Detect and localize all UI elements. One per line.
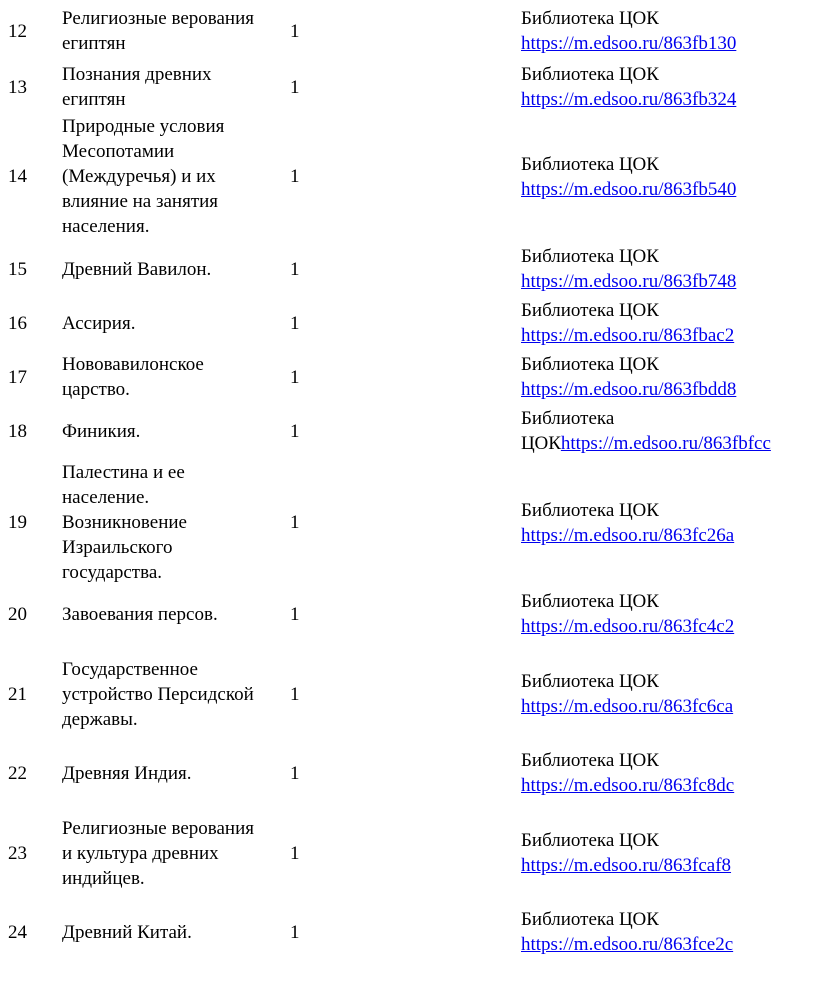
resource-link[interactable]: https://m.edsoo.ru/863fbfcc — [560, 433, 771, 454]
lesson-hours: 1 — [290, 683, 300, 705]
table-row — [0, 297, 816, 349]
library-label: Библиотека ЦОК — [521, 153, 659, 175]
table-row — [0, 61, 816, 113]
lesson-topic: Древняя Индия. — [62, 762, 192, 784]
resource-cell — [521, 114, 816, 239]
lesson-number: 23 — [8, 842, 27, 864]
resource-cell — [521, 906, 816, 958]
resource-cell — [521, 405, 816, 457]
lesson-topic: Нововавилонское царство. — [62, 354, 204, 400]
resource-link[interactable]: https://m.edsoo.ru/863fcaf8 — [521, 855, 732, 876]
table-row — [0, 802, 816, 904]
resource-link[interactable]: https://m.edsoo.ru/863fbac2 — [521, 325, 735, 346]
library-label: Библиотека — [521, 408, 615, 429]
resource-cell — [521, 802, 816, 904]
lesson-hours: 1 — [290, 312, 300, 334]
library-label: Библиотека ЦОК — [521, 591, 659, 612]
lesson-number: 20 — [8, 603, 27, 625]
table-row — [0, 643, 816, 745]
resource-cell — [521, 5, 816, 57]
lesson-topic: Познания древних египтян — [62, 64, 212, 110]
lesson-hours: 1 — [290, 921, 300, 943]
lesson-hours: 1 — [290, 366, 300, 388]
lesson-number: 17 — [8, 366, 27, 388]
lesson-number: 22 — [8, 762, 27, 784]
lesson-topic: Древний Вавилон. — [62, 258, 212, 280]
lesson-topic: Древний Китай. — [62, 921, 192, 943]
lesson-hours: 1 — [290, 603, 300, 625]
library-label: Библиотека ЦОК — [521, 671, 659, 692]
lesson-number: 12 — [8, 20, 27, 42]
resource-link[interactable]: https://m.edsoo.ru/863fc26a — [521, 524, 735, 546]
library-line-2 — [521, 431, 816, 456]
resource-link[interactable]: https://m.edsoo.ru/863fc8dc — [521, 775, 735, 796]
resource-cell — [521, 643, 816, 745]
resource-cell — [521, 297, 816, 349]
lesson-topic: Палестина и ее население. Возникновение Израильского государства. — [62, 462, 187, 583]
lesson-topic: Завоевания персов. — [62, 603, 218, 625]
table-row — [0, 243, 816, 295]
table-row — [0, 747, 816, 799]
lesson-hours: 1 — [290, 512, 300, 533]
library-label: Библиотека ЦОК — [521, 354, 659, 375]
resource-link[interactable]: https://m.edsoo.ru/863fb540 — [521, 178, 737, 200]
library-label: Библиотека ЦОК — [521, 8, 659, 29]
lesson-number: 18 — [8, 420, 27, 442]
lesson-number: 15 — [8, 258, 27, 280]
lesson-hours: 1 — [290, 420, 300, 442]
resource-link[interactable]: https://m.edsoo.ru/863fce2c — [521, 934, 734, 955]
library-label: Библиотека ЦОК — [521, 300, 659, 321]
lesson-number: 19 — [8, 512, 27, 533]
lesson-hours: 1 — [290, 76, 300, 98]
lesson-topic: Ассирия. — [62, 312, 136, 334]
library-label: Библиотека ЦОК — [521, 499, 659, 521]
table-row — [0, 588, 816, 640]
resource-link[interactable]: https://m.edsoo.ru/863fc4c2 — [521, 616, 735, 637]
resource-link[interactable]: https://m.edsoo.ru/863fbdd8 — [521, 379, 737, 400]
resource-cell — [521, 460, 816, 585]
table-row — [0, 460, 816, 585]
resource-link[interactable]: https://m.edsoo.ru/863fc6ca — [521, 696, 734, 717]
resource-link[interactable]: https://m.edsoo.ru/863fb748 — [521, 271, 737, 292]
lesson-hours: 1 — [290, 166, 300, 187]
library-label: Библиотека ЦОК — [521, 830, 659, 851]
lesson-number: 14 — [8, 166, 27, 187]
resource-cell — [521, 61, 816, 113]
resource-link[interactable]: https://m.edsoo.ru/863fb324 — [521, 89, 737, 110]
resource-link[interactable]: https://m.edsoo.ru/863fb130 — [521, 33, 737, 54]
lesson-number: 16 — [8, 312, 27, 334]
table-row — [0, 351, 816, 403]
table-row — [0, 114, 816, 239]
lesson-number: 24 — [8, 921, 27, 943]
library-label: Библиотека ЦОК — [521, 246, 659, 267]
lesson-topic: Финикия. — [62, 420, 141, 442]
resource-cell — [521, 747, 816, 799]
library-label: Библиотека ЦОК — [521, 750, 659, 771]
resource-cell — [521, 588, 816, 640]
resource-cell — [521, 351, 816, 403]
lesson-topic: Религиозные верования и культура древних индийцев. — [62, 817, 255, 889]
lesson-hours: 1 — [290, 20, 300, 42]
table-row — [0, 405, 816, 457]
library-label: Библиотека ЦОК — [521, 64, 659, 85]
resource-cell — [521, 243, 816, 295]
table-row — [0, 906, 816, 958]
library-label-cont: ЦОК — [521, 433, 561, 454]
lesson-hours: 1 — [290, 762, 300, 784]
library-label: Библиотека ЦОК — [521, 909, 659, 930]
lesson-number: 21 — [8, 683, 27, 705]
lesson-hours: 1 — [290, 842, 300, 864]
lesson-hours: 1 — [290, 258, 300, 280]
lesson-number: 13 — [8, 76, 27, 98]
lesson-topic: Государственное устройство Персидской державы. — [62, 658, 254, 730]
lesson-topic: Природные условия Месопотамии (Междуречья) и их влияние на занятия населения. — [62, 116, 225, 237]
table-row — [0, 5, 816, 57]
lesson-topic: Религиозные верования египтян — [62, 8, 255, 54]
